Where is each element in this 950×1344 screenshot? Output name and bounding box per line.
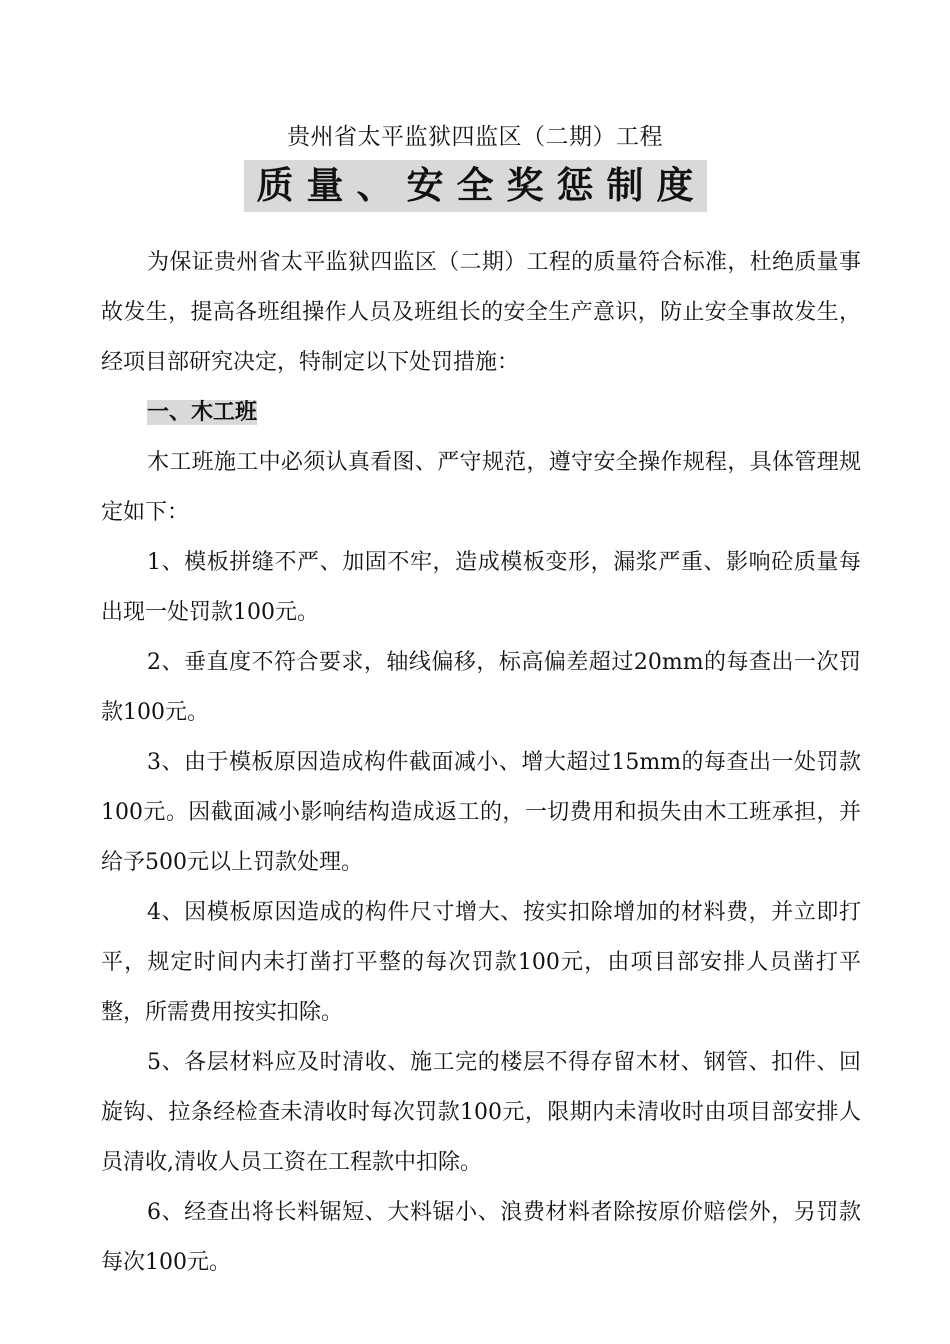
intro-paragraph: 为保证贵州省太平监狱四监区（二期）工程的质量符合标准，杜绝质量事故发生，提高各班组操作人员及班组长的安全生产意识，防止安全事故发生，经项目部研究决定，特制定以下处罚措施：: [101, 250, 861, 375]
section-heading-carpentry: [101, 388, 861, 438]
document-title: 质量、安全奖惩制度: [244, 160, 707, 212]
section-heading-text: 一、木工班: [147, 400, 258, 425]
rule-item-5: 5、各层材料应及时清收、施工完的楼层不得存留木材、钢管、扣件、回旋钩、拉条经检查未清收时每次罚款100元，限期内未清收时由项目部安排人员清收,清收人员工资在工程款中扣除。: [101, 1050, 861, 1175]
rule-item-1: 1、模板拼缝不严、加固不牢，造成模板变形，漏浆严重、影响砼质量每出现一处罚款100元。: [101, 550, 861, 625]
rule-item-4: 4、因模板原因造成的构件尺寸增大、按实扣除增加的材料费，并立即打平，规定时间内未打凿打平整的每次罚款100元，由项目部安排人员凿打平整，所需费用按实扣除。: [101, 900, 861, 1025]
project-subtitle: 贵州省太平监狱四监区（二期）工程: [287, 124, 663, 150]
rule-item-6: 6、经查出将长料锯短、大料锯小、浪费材料者除按原价赔偿外，另罚款每次100元。: [101, 1200, 861, 1275]
section-lead-paragraph: 木工班施工中必须认真看图、严守规范，遵守安全操作规程，具体管理规定如下：: [101, 450, 861, 525]
rule-item-2: 2、垂直度不符合要求，轴线偏移，标高偏差超过20mm的每查出一次罚款100元。: [101, 650, 861, 725]
rule-item-3: 3、由于模板原因造成构件截面减小、增大超过15mm的每查出一处罚款100元。因截面减小影响结构造成返工的，一切费用和损失由木工班承担，并给予500元以上罚款处理。: [101, 750, 861, 875]
document-body: [101, 238, 861, 1288]
title-wrapper: [0, 160, 950, 212]
